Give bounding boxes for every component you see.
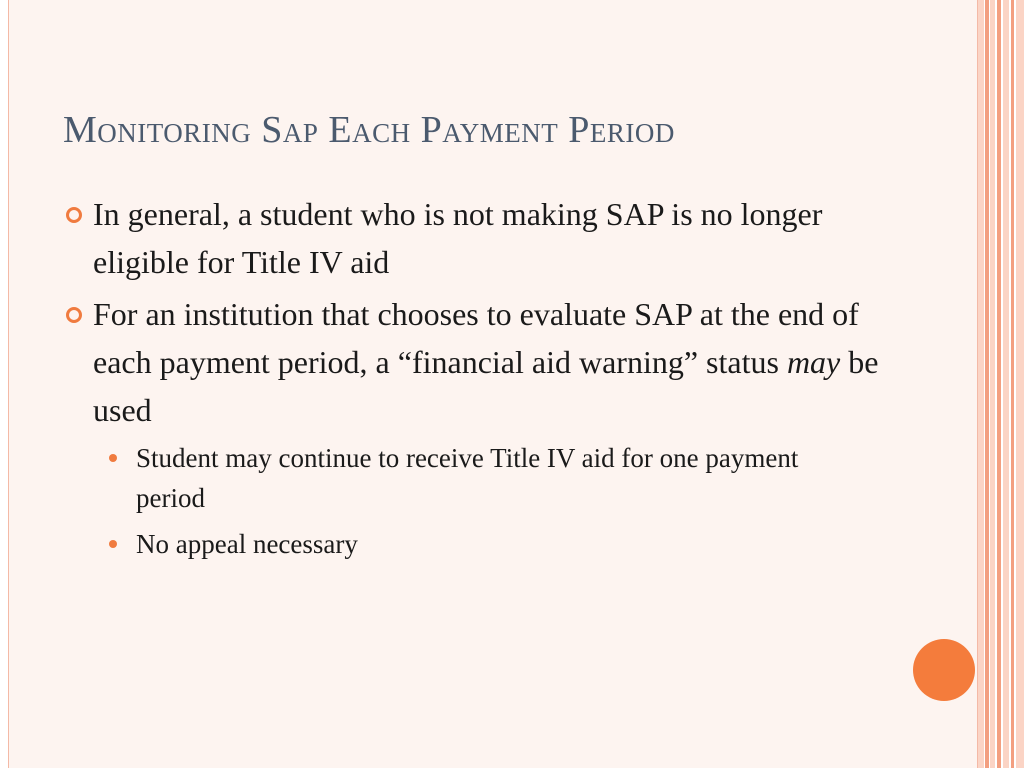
slide-body <box>66 190 886 570</box>
bullet-item <box>66 190 886 286</box>
decorative-stripe <box>985 0 989 768</box>
bullet-text: In general, a student who is not making SAP is no longer eligible for Title IV aid <box>93 196 823 280</box>
bullet-item <box>66 290 886 434</box>
sub-bullet-item <box>66 524 836 564</box>
ring-bullet-icon <box>66 207 82 223</box>
dot-bullet-icon <box>109 540 117 548</box>
decorative-circle <box>913 639 975 701</box>
sub-bullet-item <box>66 438 836 518</box>
decorative-stripe <box>990 0 995 768</box>
decorative-stripe <box>997 0 1001 768</box>
ring-bullet-icon <box>66 307 82 323</box>
bullet-text: be used <box>93 344 879 428</box>
slide-title: Monitoring Sap Each Payment Period <box>63 109 675 151</box>
sub-bullet-text: No appeal necessary <box>136 529 358 559</box>
bullet-emphasis: may <box>786 344 841 380</box>
dot-bullet-icon <box>109 454 117 462</box>
decorative-stripe <box>1016 0 1024 768</box>
bullet-text: For an institution that chooses to evaluate SAP at the end of each payment period, a “financial aid warning” status <box>93 296 859 380</box>
decorative-stripe <box>1011 0 1014 768</box>
sub-bullet-text: Student may continue to receive Title IV aid for one payment period <box>136 443 799 513</box>
decorative-stripe <box>1003 0 1009 768</box>
decorative-stripe <box>978 0 984 768</box>
